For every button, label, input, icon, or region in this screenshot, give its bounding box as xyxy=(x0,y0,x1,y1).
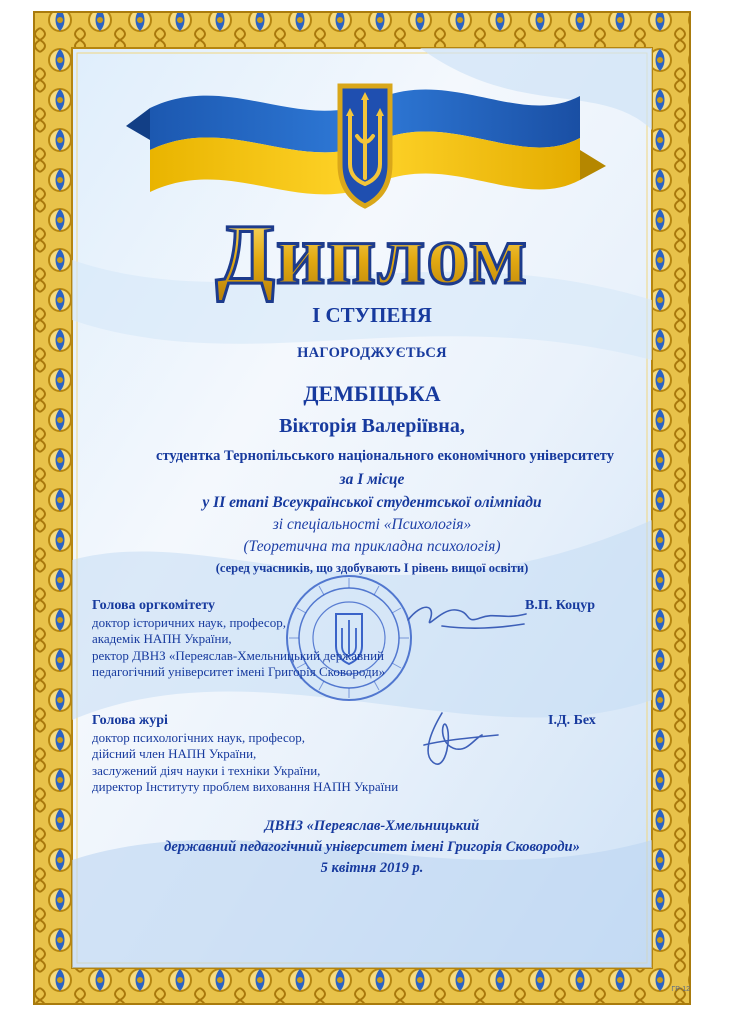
jury-block xyxy=(92,713,398,796)
diploma-title-text: Диплом xyxy=(215,206,529,302)
organizers-line-4: педагогічний університет імені Григорія Сковороди» xyxy=(92,664,386,679)
recipient-given-names: Вікторія Валеріївна, xyxy=(279,415,465,437)
jury-line-4: директор Інституту проблем виховання НАПН України xyxy=(92,779,399,794)
jury-line-1: доктор психологічних наук, професор, xyxy=(92,729,306,745)
footer-institution-2: державний педагогічний університет імені Григорія Сковороди» xyxy=(164,839,580,855)
degree-heading: І СТУПЕНЯ xyxy=(312,303,432,327)
jury-signature xyxy=(412,705,502,775)
jury-line-3: заслужений діяч науки і техніки України, xyxy=(92,762,321,778)
organizers-line-2: академік НАПН України, xyxy=(92,631,232,646)
organizers-head: Голова оргкомітету xyxy=(92,598,216,613)
footer-institution-1: ДВНЗ «Переяслав-Хмельницький xyxy=(264,818,480,834)
awarded-label: НАГОРОДЖУЄТЬСЯ xyxy=(297,345,447,361)
trident-emblem xyxy=(340,86,390,206)
print-mark: ГР-12 xyxy=(671,986,690,993)
specialty-subtitle: (Теоретична та прикладна психологія) xyxy=(243,538,501,555)
olympiad-stage: у ІІ етапі Всеукраїнської студентської олімпіади xyxy=(202,494,542,511)
jury-line-2: дійсний член НАПН України, xyxy=(92,746,257,761)
footer-date: 5 квітня 2019 р. xyxy=(320,860,424,876)
award-place: за І місце xyxy=(339,471,405,488)
organizers-signature xyxy=(402,590,532,640)
organizers-line-3: ректор ДВНЗ «Переяслав-Хмельницький державний xyxy=(92,647,384,663)
organizers-signee: В.П. Коцур xyxy=(525,598,596,613)
specialty: зі спеціальності «Психологія» xyxy=(272,516,472,533)
recipient-affiliation: студентка Тернопільського національного економічного університету xyxy=(156,448,614,464)
participants-note: (серед учасників, що здобувають І рівень вищої освіти) xyxy=(215,561,529,575)
organizers-block xyxy=(92,598,385,681)
organizers-line-1: доктор історичних наук, професор, xyxy=(92,614,286,630)
recipient-surname: ДЕМБІЦЬКА xyxy=(303,381,441,406)
jury-signee: І.Д. Бех xyxy=(548,713,596,728)
jury-head: Голова журі xyxy=(92,713,168,728)
